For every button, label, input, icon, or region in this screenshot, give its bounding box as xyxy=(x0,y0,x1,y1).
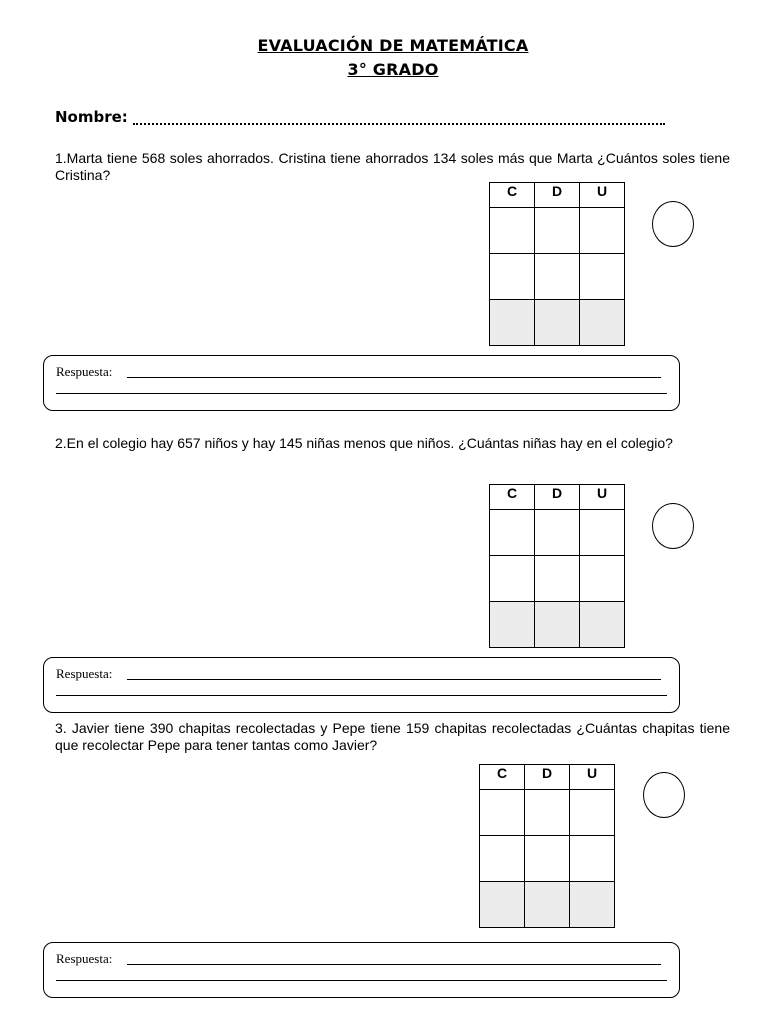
grid-result-cell[interactable] xyxy=(535,300,580,346)
name-label: Nombre: xyxy=(55,108,128,126)
column-tens-header: D xyxy=(535,183,580,208)
answer-line[interactable] xyxy=(56,695,667,696)
column-units-header: U xyxy=(580,183,625,208)
grid-cell[interactable] xyxy=(490,254,535,300)
grid-cell[interactable] xyxy=(525,836,570,882)
column-hundreds-header: C xyxy=(480,765,525,790)
grid-cell[interactable] xyxy=(525,790,570,836)
answer-label: Respuesta: xyxy=(56,364,113,379)
grid-cell[interactable] xyxy=(535,208,580,254)
answer-label: Respuesta: xyxy=(56,666,113,681)
answer-box-1[interactable] xyxy=(43,355,680,411)
answer-line[interactable] xyxy=(56,980,667,981)
grid-cell[interactable] xyxy=(490,208,535,254)
name-field[interactable] xyxy=(55,108,665,130)
place-value-grid-1 xyxy=(489,182,625,346)
grid-cell[interactable] xyxy=(490,556,535,602)
worksheet-title: EVALUACIÓN DE MATEMÁTICA xyxy=(257,36,529,55)
grid-result-cell[interactable] xyxy=(580,602,625,648)
grid-cell[interactable] xyxy=(490,510,535,556)
column-units-header: U xyxy=(580,485,625,510)
operation-sign-circle-3[interactable] xyxy=(643,772,685,818)
column-tens-header: D xyxy=(525,765,570,790)
column-hundreds-header: C xyxy=(490,183,535,208)
name-dotted-line[interactable] xyxy=(133,123,665,125)
grid-result-cell[interactable] xyxy=(490,300,535,346)
grid-result-cell[interactable] xyxy=(525,882,570,928)
grid-result-cell[interactable] xyxy=(490,602,535,648)
question-2-text: 2.En el colegio hay 657 niños y hay 145 niñas menos que niños. ¿Cuántas niñas hay en el colegio? xyxy=(55,435,673,451)
question-3-text: 3. Javier tiene 390 chapitas recolectadas y Pepe tiene 159 chapitas recolectadas ¿Cuántas chapitas tiene que recolectar Pepe para tener tantas como Javier? xyxy=(55,720,730,753)
place-value-grid-2 xyxy=(489,484,625,648)
operation-sign-circle-1[interactable] xyxy=(652,201,694,247)
grid-cell[interactable] xyxy=(535,254,580,300)
grid-cell[interactable] xyxy=(580,556,625,602)
grid-cell[interactable] xyxy=(570,836,615,882)
answer-line[interactable] xyxy=(127,377,661,378)
grid-result-cell[interactable] xyxy=(535,602,580,648)
grid-cell[interactable] xyxy=(535,510,580,556)
grid-cell[interactable] xyxy=(580,254,625,300)
grid-cell[interactable] xyxy=(535,556,580,602)
grid-result-cell[interactable] xyxy=(570,882,615,928)
question-1-text: 1.Marta tiene 568 soles ahorrados. Cristina tiene ahorrados 134 soles más que Marta ¿Cuántos soles tiene Cristina? xyxy=(55,150,730,183)
answer-label: Respuesta: xyxy=(56,951,113,966)
column-units-header: U xyxy=(570,765,615,790)
answer-line[interactable] xyxy=(127,964,661,965)
place-value-grid-3 xyxy=(479,764,615,928)
grid-cell[interactable] xyxy=(570,790,615,836)
grid-cell[interactable] xyxy=(580,510,625,556)
column-hundreds-header: C xyxy=(490,485,535,510)
grid-cell[interactable] xyxy=(480,790,525,836)
grid-cell[interactable] xyxy=(480,836,525,882)
answer-box-2[interactable] xyxy=(43,657,680,713)
grid-result-cell[interactable] xyxy=(580,300,625,346)
answer-box-3[interactable] xyxy=(43,942,680,998)
answer-line[interactable] xyxy=(56,393,667,394)
answer-line[interactable] xyxy=(127,679,661,680)
grid-cell[interactable] xyxy=(580,208,625,254)
column-tens-header: D xyxy=(535,485,580,510)
grid-result-cell[interactable] xyxy=(480,882,525,928)
grade-subtitle: 3° GRADO xyxy=(347,60,439,79)
operation-sign-circle-2[interactable] xyxy=(652,503,694,549)
